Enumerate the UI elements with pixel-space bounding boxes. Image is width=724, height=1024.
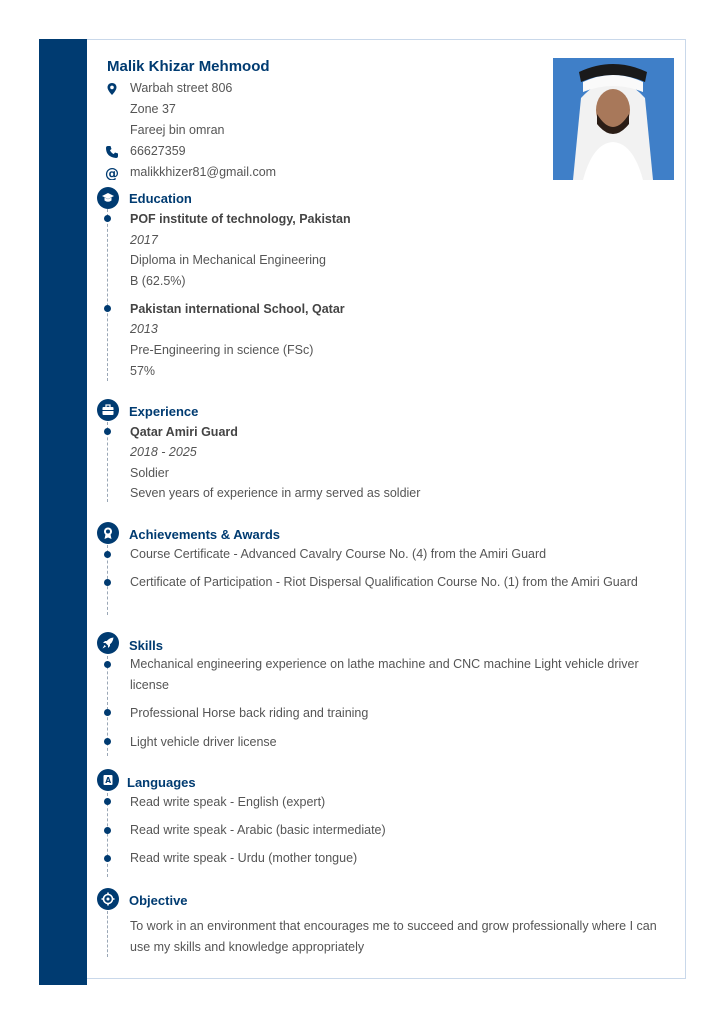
timeline-dot [104,579,111,586]
profile-photo [553,58,674,180]
education-degree: Pre-Engineering in science (FSc) [130,343,314,357]
skill-item: Professional Horse back riding and training [130,706,369,720]
language-item: Read write speak - Arabic (basic intermediate) [130,823,386,837]
sidebar-stripe [39,39,87,985]
rocket-icon [97,632,119,654]
timeline-dot [104,661,111,668]
education-heading: Education [129,191,192,206]
timeline-dot [104,827,111,834]
briefcase-icon [97,399,119,421]
target-crosshair-icon [97,888,119,910]
timeline-dot [104,428,111,435]
experience-role: Soldier [130,466,169,480]
languages-timeline [107,793,108,877]
timeline-dot [104,738,111,745]
achievement-item: Course Certificate - Advanced Cavalry Course No. (4) from the Amiri Guard [130,547,547,561]
skills-heading: Skills [129,638,163,653]
location-pin-icon [105,82,119,96]
language-book-icon [97,769,119,791]
language-item: Read write speak - English (expert) [130,795,326,809]
at-sign-icon [105,166,119,180]
timeline-dot [104,305,111,312]
timeline-dot [104,551,111,558]
achievements-heading: Achievements & Awards [129,527,281,542]
education-grade: 57% [130,364,156,378]
timeline-dot [104,855,111,862]
achievement-item: Certificate of Participation - Riot Dispersal Qualification Course No. (1) from the Amiri Guard [130,575,638,589]
education-year: 2017 [130,233,158,247]
objective-text: To work in an environment that encourages me to succeed and grow professionally where I can use my skills and knowledge appropriately [130,919,657,954]
experience-years: 2018 - 2025 [130,445,197,459]
education-year: 2013 [130,322,158,336]
education-school: Pakistan international School, Qatar [130,302,345,316]
skill-item: Mechanical engineering experience on lathe machine and CNC machine Light vehicle driver license [130,657,639,692]
candidate-name: Malik Khizar Mehmood [107,58,270,75]
phone-icon [105,145,119,159]
education-school: POF institute of technology, Pakistan [130,212,351,226]
education-degree: Diploma in Mechanical Engineering [130,253,326,267]
timeline-dot [104,215,111,222]
education-timeline [107,209,108,381]
svg-text:@: @ [105,166,119,180]
experience-heading: Experience [129,404,199,419]
objective-timeline [107,911,108,957]
objective-heading: Objective [129,893,188,908]
experience-org: Qatar Amiri Guard [130,425,238,439]
language-item: Read write speak - Urdu (mother tongue) [130,851,358,865]
education-grade: B (62.5%) [130,274,186,288]
experience-desc: Seven years of experience in army served as soldier [130,486,421,500]
graduation-cap-icon [97,187,119,209]
timeline-dot [104,798,111,805]
languages-heading: Languages [127,775,196,790]
skill-item: Light vehicle driver license [130,735,277,749]
timeline-dot [104,709,111,716]
svg-text:A: A [105,776,112,785]
award-ribbon-icon [97,522,119,544]
